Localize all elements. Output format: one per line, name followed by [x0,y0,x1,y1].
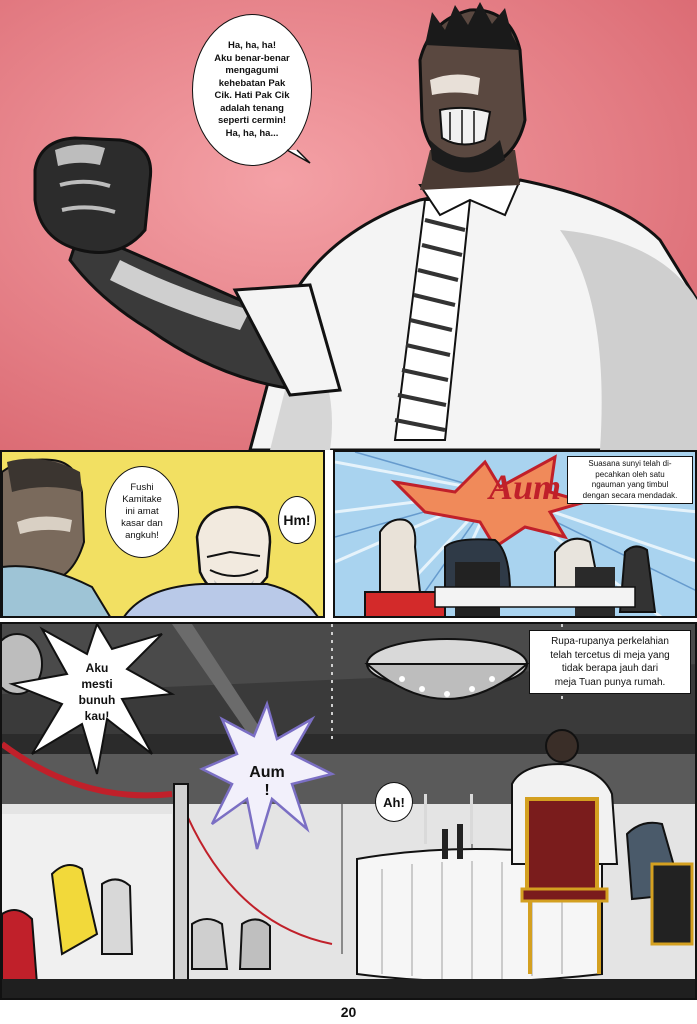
panel-top [0,0,697,450]
panel-middle-right [333,450,697,618]
sfx-aum-red: Aum [488,467,562,507]
sfx-aum-lavender: Aum ! [249,764,285,799]
panel-bottom [0,622,697,1000]
speech-bubble-laughing: Ha, ha, ha! Aku benar-benar mengagumi kehebatan Pak Cik. Hati Pak Cik adalah tenang seperti cermin! Ha, ha, ha... [192,14,312,166]
speech-bubble-tail [285,148,315,168]
speech-bubble-hm: Hm! [278,496,316,544]
caption-fight-erupted: Rupa-rupanya perkelahian telah tercetus di meja yang tidak berapa jauh dari meja Tuan punya rumah. [529,630,691,694]
page-number: 20 [340,1004,357,1020]
speech-bubble-fushi: Fushi Kamitake ini amat kasar dan angkuh! [105,466,179,558]
panel-middle-left [0,450,325,618]
panel-top-art [0,0,697,450]
caption-silence-broken: Suasana sunyi telah di- pecahkan oleh satu ngauman yang timbul dengan secara mendadak. [567,456,693,504]
shout-aku-mesti-bunuh-kau: Aku mesti bunuh kau! [78,661,116,723]
speech-bubble-ah: Ah! [375,782,413,822]
